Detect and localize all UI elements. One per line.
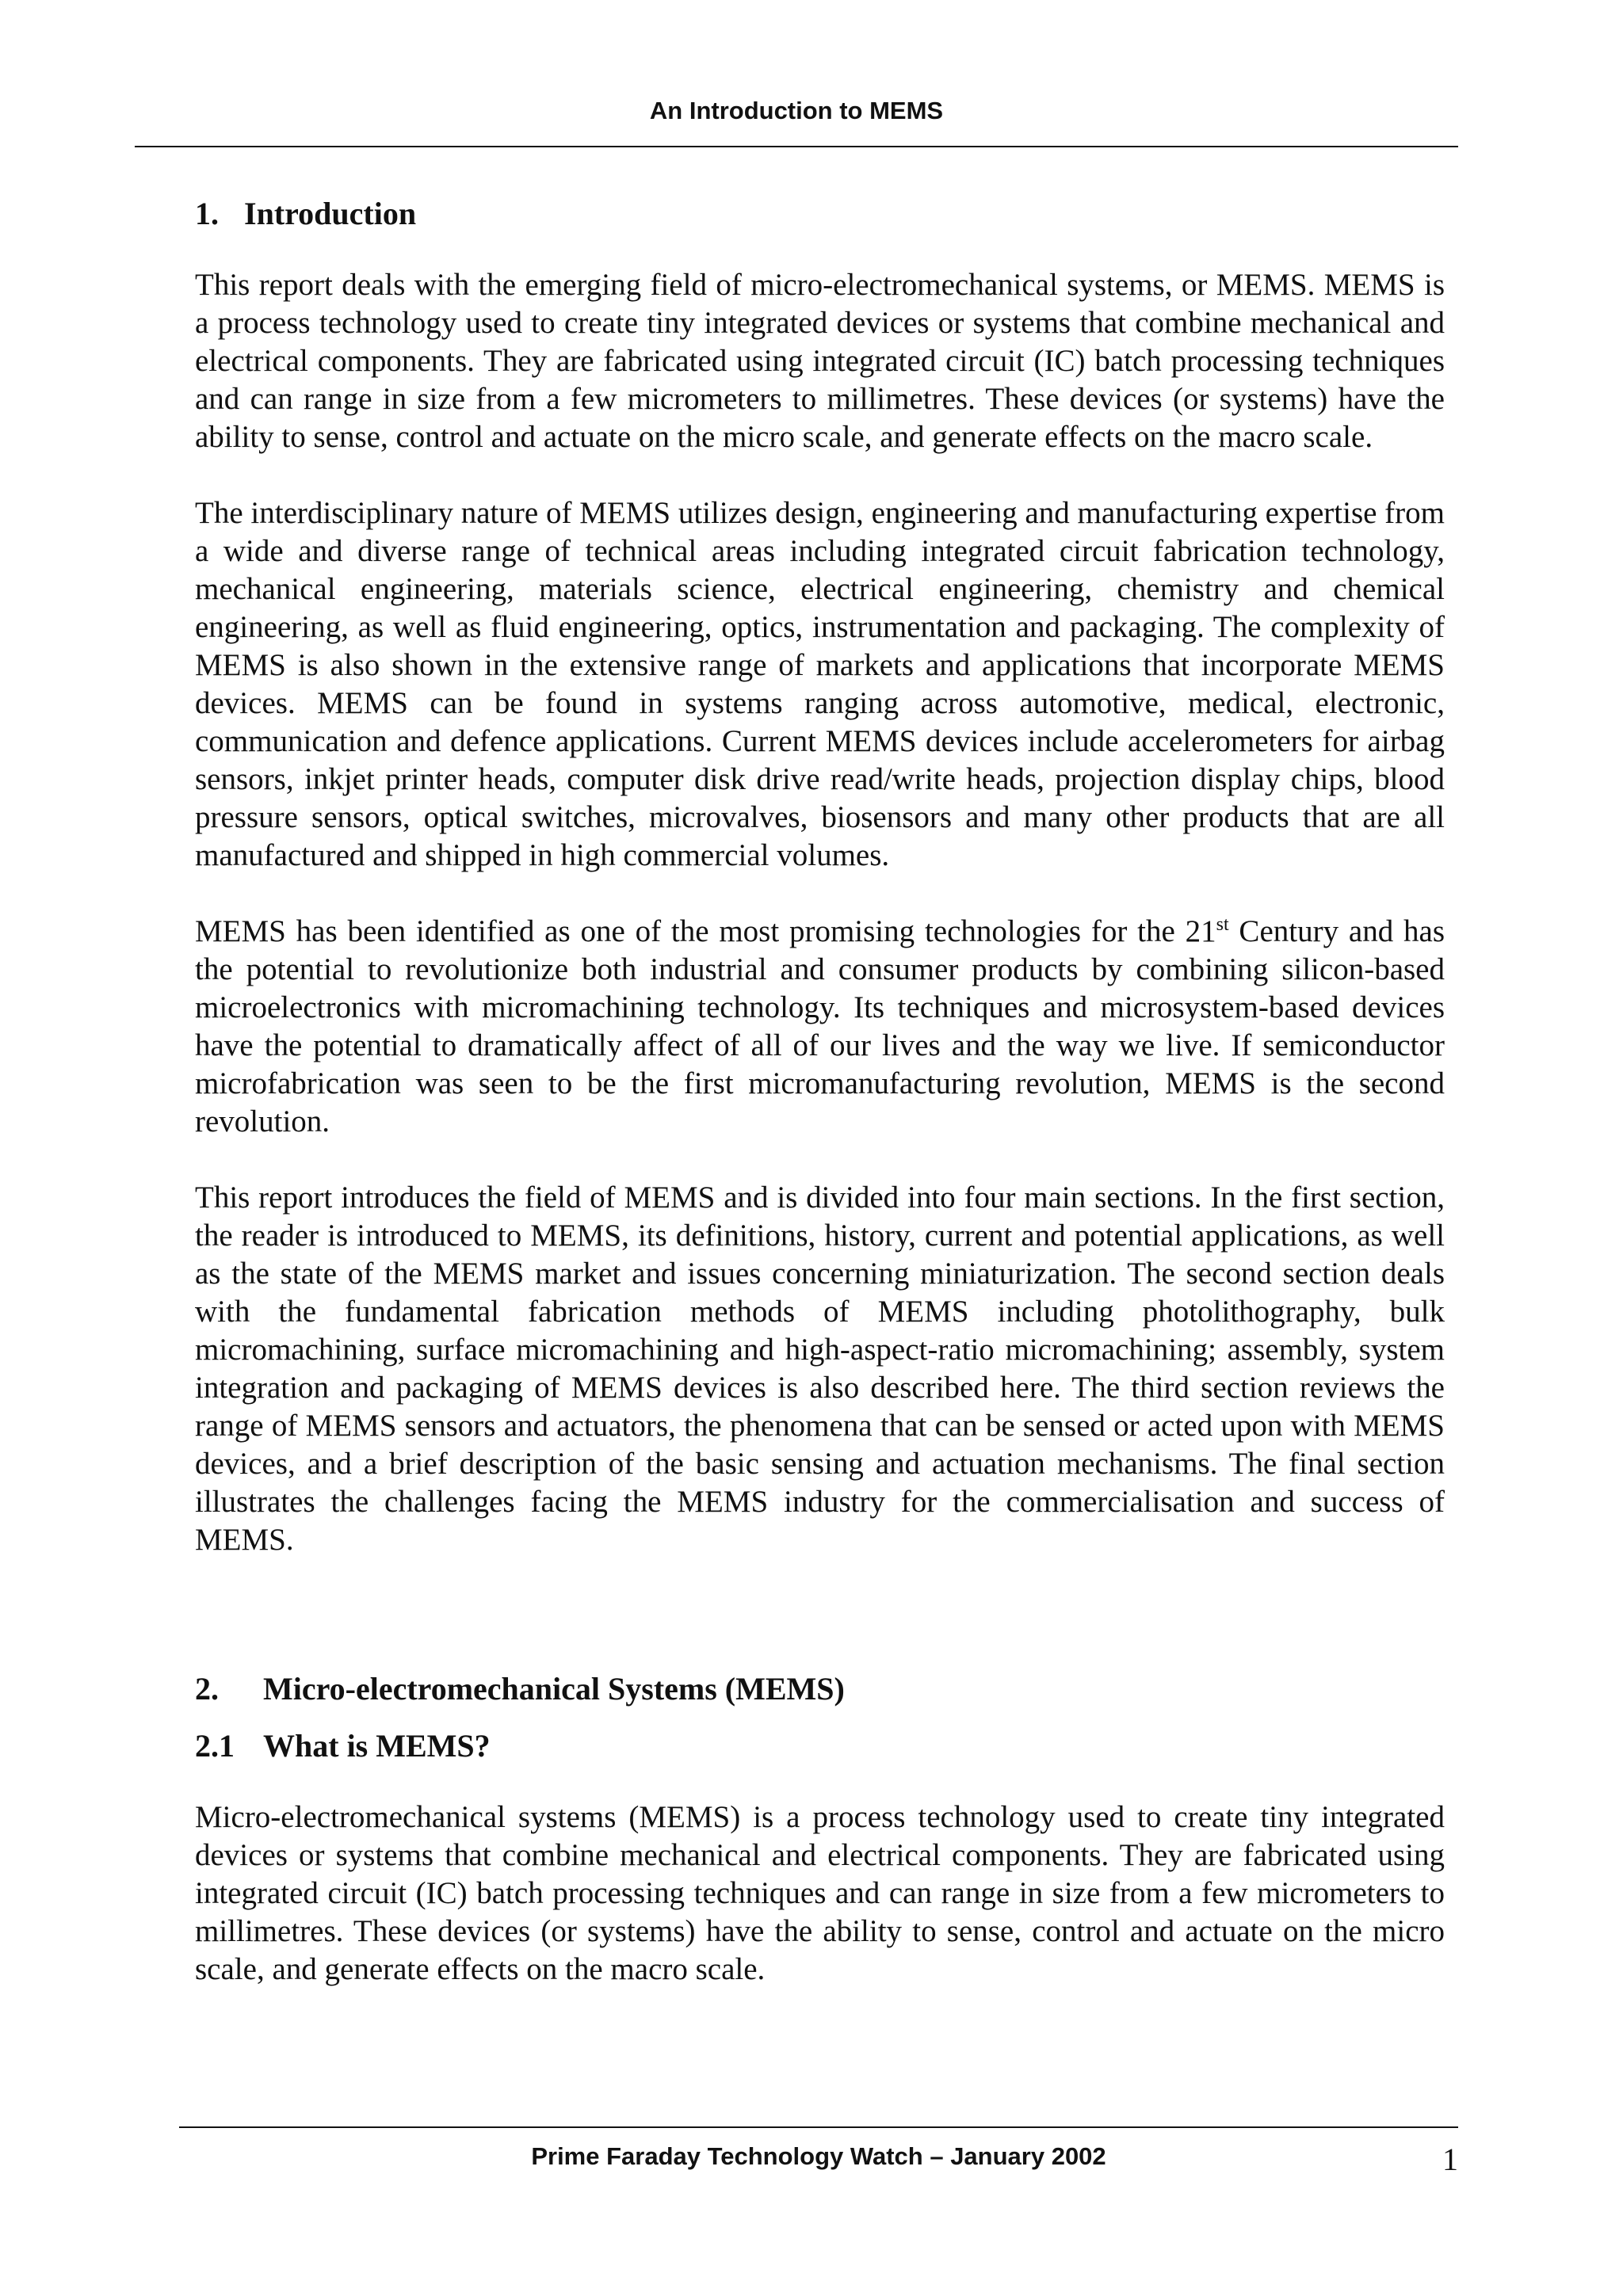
section-number: 1.	[195, 196, 219, 231]
running-header: An Introduction to MEMS	[649, 97, 944, 124]
footer-text: Prime Faraday Technology Watch – January 2002	[531, 2142, 1106, 2170]
subsection-number: 2.1	[195, 1728, 235, 1764]
page-content	[195, 193, 1445, 1989]
header-rule	[135, 146, 1458, 147]
page-number: 1	[1442, 2142, 1458, 2177]
intro-paragraph-4: This report introduces the field of MEMS and is divided into four main sections. In the first section, the reader is introduced to MEMS, its definitions, history, current and potential applications, as well as the state of the MEMS market and issues concerning miniaturization. The second section deals with the fundamental fabrication methods of MEMS including photolithography, bulk micromachining, surface micromachining and high-aspect-ratio micromachining; assembly, system integration and packaging of MEMS devices is also described here. The third section reviews the range of MEMS sensors and actuators, the phenomena that can be sensed or acted upon with MEMS devices, and a brief description of the basic sensing and actuation mechanisms. The final section illustrates the challenges facing the MEMS industry for the commercialisation and success of MEMS.	[195, 1180, 1445, 1557]
paragraph-text: MEMS has been identified as one of the most promising technologies for the 21	[195, 914, 1216, 948]
section-title: Introduction	[244, 196, 417, 231]
intro-paragraph-3	[195, 913, 1445, 1141]
section-heading-mems	[195, 1669, 1445, 1710]
paragraph-text: Century and has the potential to revolutionize both industrial and consumer products by combining silicon-based microelectronics with micromachining technology. Its techniques and microsystem-based devices have the potential to dramatically affect of all of our lives and the way we live. If semiconductor microfabrication was seen to be the first micromanufacturing revolution, MEMS is the second revolution.	[195, 914, 1445, 1138]
section-heading-introduction	[195, 193, 1445, 235]
subsection-heading-what-is-mems	[195, 1726, 1445, 1767]
section-number: 2.	[195, 1671, 219, 1707]
ordinal-superscript: st	[1216, 914, 1229, 935]
what-is-mems-paragraph: Micro-electromechanical systems (MEMS) is a process technology used to create tiny integrated devices or systems that combine mechanical and electrical components. They are fabricated using integrated circuit (IC) batch processing techniques and can range in size from a few micrometers to millimetres. These devices (or systems) have the ability to sense, control and actuate on the micro scale, and generate effects on the macro scale.	[195, 1800, 1445, 1986]
intro-paragraph-1: This report deals with the emerging field of micro-electromechanical systems, or MEMS. MEMS is a process technology used to create tiny integrated devices or systems that combine mechanical and electrical components. They are fabricated using integrated circuit (IC) batch processing techniques and can range in size from a few micrometers to millimetres. These devices (or systems) have the ability to sense, control and actuate on the micro scale, and generate effects on the macro scale.	[195, 268, 1445, 454]
section-title: Micro-electromechanical Systems (MEMS)	[263, 1671, 845, 1707]
footer-rule	[179, 2126, 1458, 2128]
subsection-title: What is MEMS?	[263, 1728, 491, 1764]
intro-paragraph-2: The interdisciplinary nature of MEMS utilizes design, engineering and manufacturing expertise from a wide and diverse range of technical areas including integrated circuit fabrication technology, mechanical engineering, materials science, electrical engineering, chemistry and chemical engineering, as well as fluid engineering, optics, instrumentation and packaging. The complexity of MEMS is also shown in the extensive range of markets and applications that incorporate MEMS devices. MEMS can be found in systems ranging across automotive, medical, electronic, communication and defence applications. Current MEMS devices include accelerometers for airbag sensors, inkjet printer heads, computer disk drive read/write heads, projection display chips, blood pressure sensors, optical switches, microvalves, biosensors and many other products that are all manufactured and shipped in high commercial volumes.	[195, 496, 1445, 872]
